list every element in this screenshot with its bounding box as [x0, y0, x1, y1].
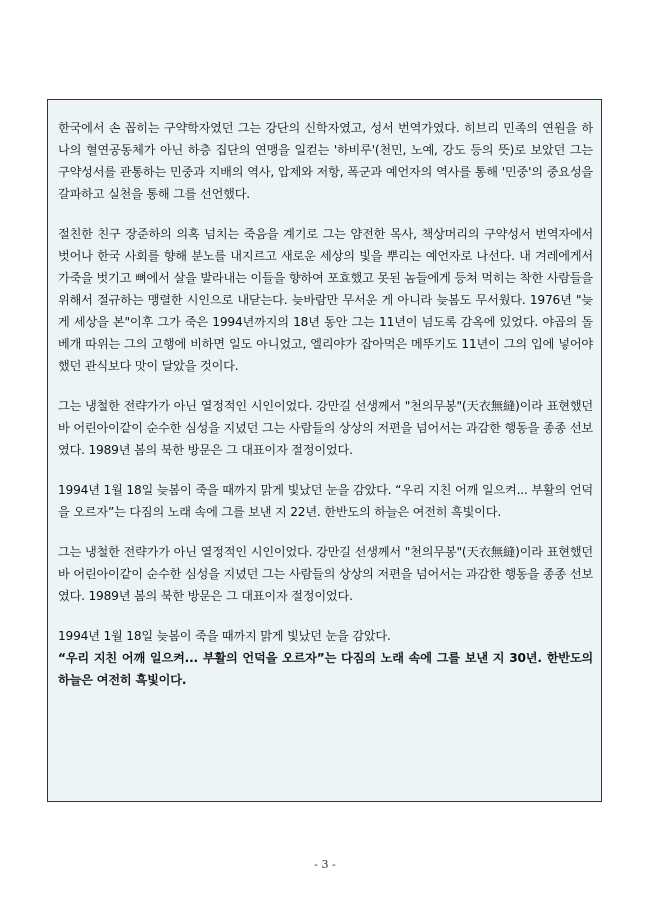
paragraph-poet: 그는 냉철한 전략가가 아닌 열정적인 시인이었다. 강만길 선생께서 "천의무봉"(天衣無縫)이라 표현했던 바 어린아이같이 순수한 심성을 지녔던 그는 사람들의 상상의 저편을 넘어서는 과감한 행동을 종종 선보였다. 1989년 봄의 북한 방문은 그 대표이자 절정이었다.	[58, 399, 593, 457]
paragraph-gap	[58, 377, 593, 395]
paragraph-death-22: 1994년 1월 18일 늦봄이 죽을 때까지 맑게 빛났던 눈을 감았다. “우리 지친 어깨 일으켜... 부활의 언덕을 오르자”는 다짐의 노래 속에 그를 보낸 지 22년. 한반도의 하늘은 여전히 흑빛이다.	[58, 483, 593, 519]
page-number: - 3 -	[314, 858, 336, 871]
paragraph-poet-repeat: 그는 냉철한 전략가가 아닌 열정적인 시인이었다. 강만길 선생께서 "천의무봉"(天衣無縫)이라 표현했던 바 어린아이같이 순수한 심성을 지녔던 그는 사람들의 상상의 저편을 넘어서는 과감한 행동을 종종 선보였다. 1989년 봄의 북한 방문은 그 대표이자 절정이었다.	[58, 545, 593, 603]
text-box	[47, 99, 602, 802]
paragraph-hebrew-minjung: 한국에서 손 꼽히는 구약학자였던 그는 강단의 신학자였고, 성서 번역가였다. 히브리 민족의 연원을 하나의 혈연공동체가 아닌 하층 집단의 연맹을 일컫는 '하비루'(천민, 노예, 강도 등의 뜻)로 보았던 그는 구약성서를 관통하는 민중과 지배의 역사, 압제와 저항, 폭군과 예언자의 역사를 통해 '민중'의 중요성을 갈파하고 실천을 통해 그를 선언했다.	[58, 121, 593, 201]
paragraph-gap	[58, 205, 593, 223]
paragraph-closing-bold: “우리 지친 어깨 일으켜... 부활의 언덕을 오르자”는 다짐의 노래 속에 그를 보낸 지 30년. 한반도의 하늘은 여전히 흑빛이다.	[58, 651, 593, 687]
paragraph-prophet: 절친한 친구 장준하의 의혹 넘치는 죽음을 계기로 그는 얌전한 목사, 책상머리의 구약성서 번역자에서 벗어나 한국 사회를 향해 분노를 내지르고 새로운 세상의 빛을 뿌리는 예언자로 나선다. 내 겨레에게서 가죽을 벗기고 뼈에서 살을 발라내는 이들을 향하여 포효했고 못된 놈들에게 등쳐 먹히는 착한 사람들을 위해서 절규하는 맹렬한 시인으로 내닫는다. 늦바람만 무서운 게 아니라 늦봄도 무서웠다. 1976년 "늦게 세상을 본"이후 그가 죽은 1994년까지의 18년 동안 그는 11년이 넘도록 감옥에 있었다. 야곱의 돌베개 따위는 그의 고행에 비하면 일도 아니었고, 엘리야가 잡아먹은 메뚜기도 11년이 그의 입에 넣어야 했던 관식보다 맛이 달았을 것이다.	[58, 227, 593, 373]
paragraph-gap	[58, 523, 593, 541]
paragraph-gap	[58, 461, 593, 479]
paragraph-gap	[58, 607, 593, 625]
paragraph-death-date: 1994년 1월 18일 늦봄이 죽을 때까지 맑게 빛났던 눈을 감았다.	[58, 629, 391, 643]
